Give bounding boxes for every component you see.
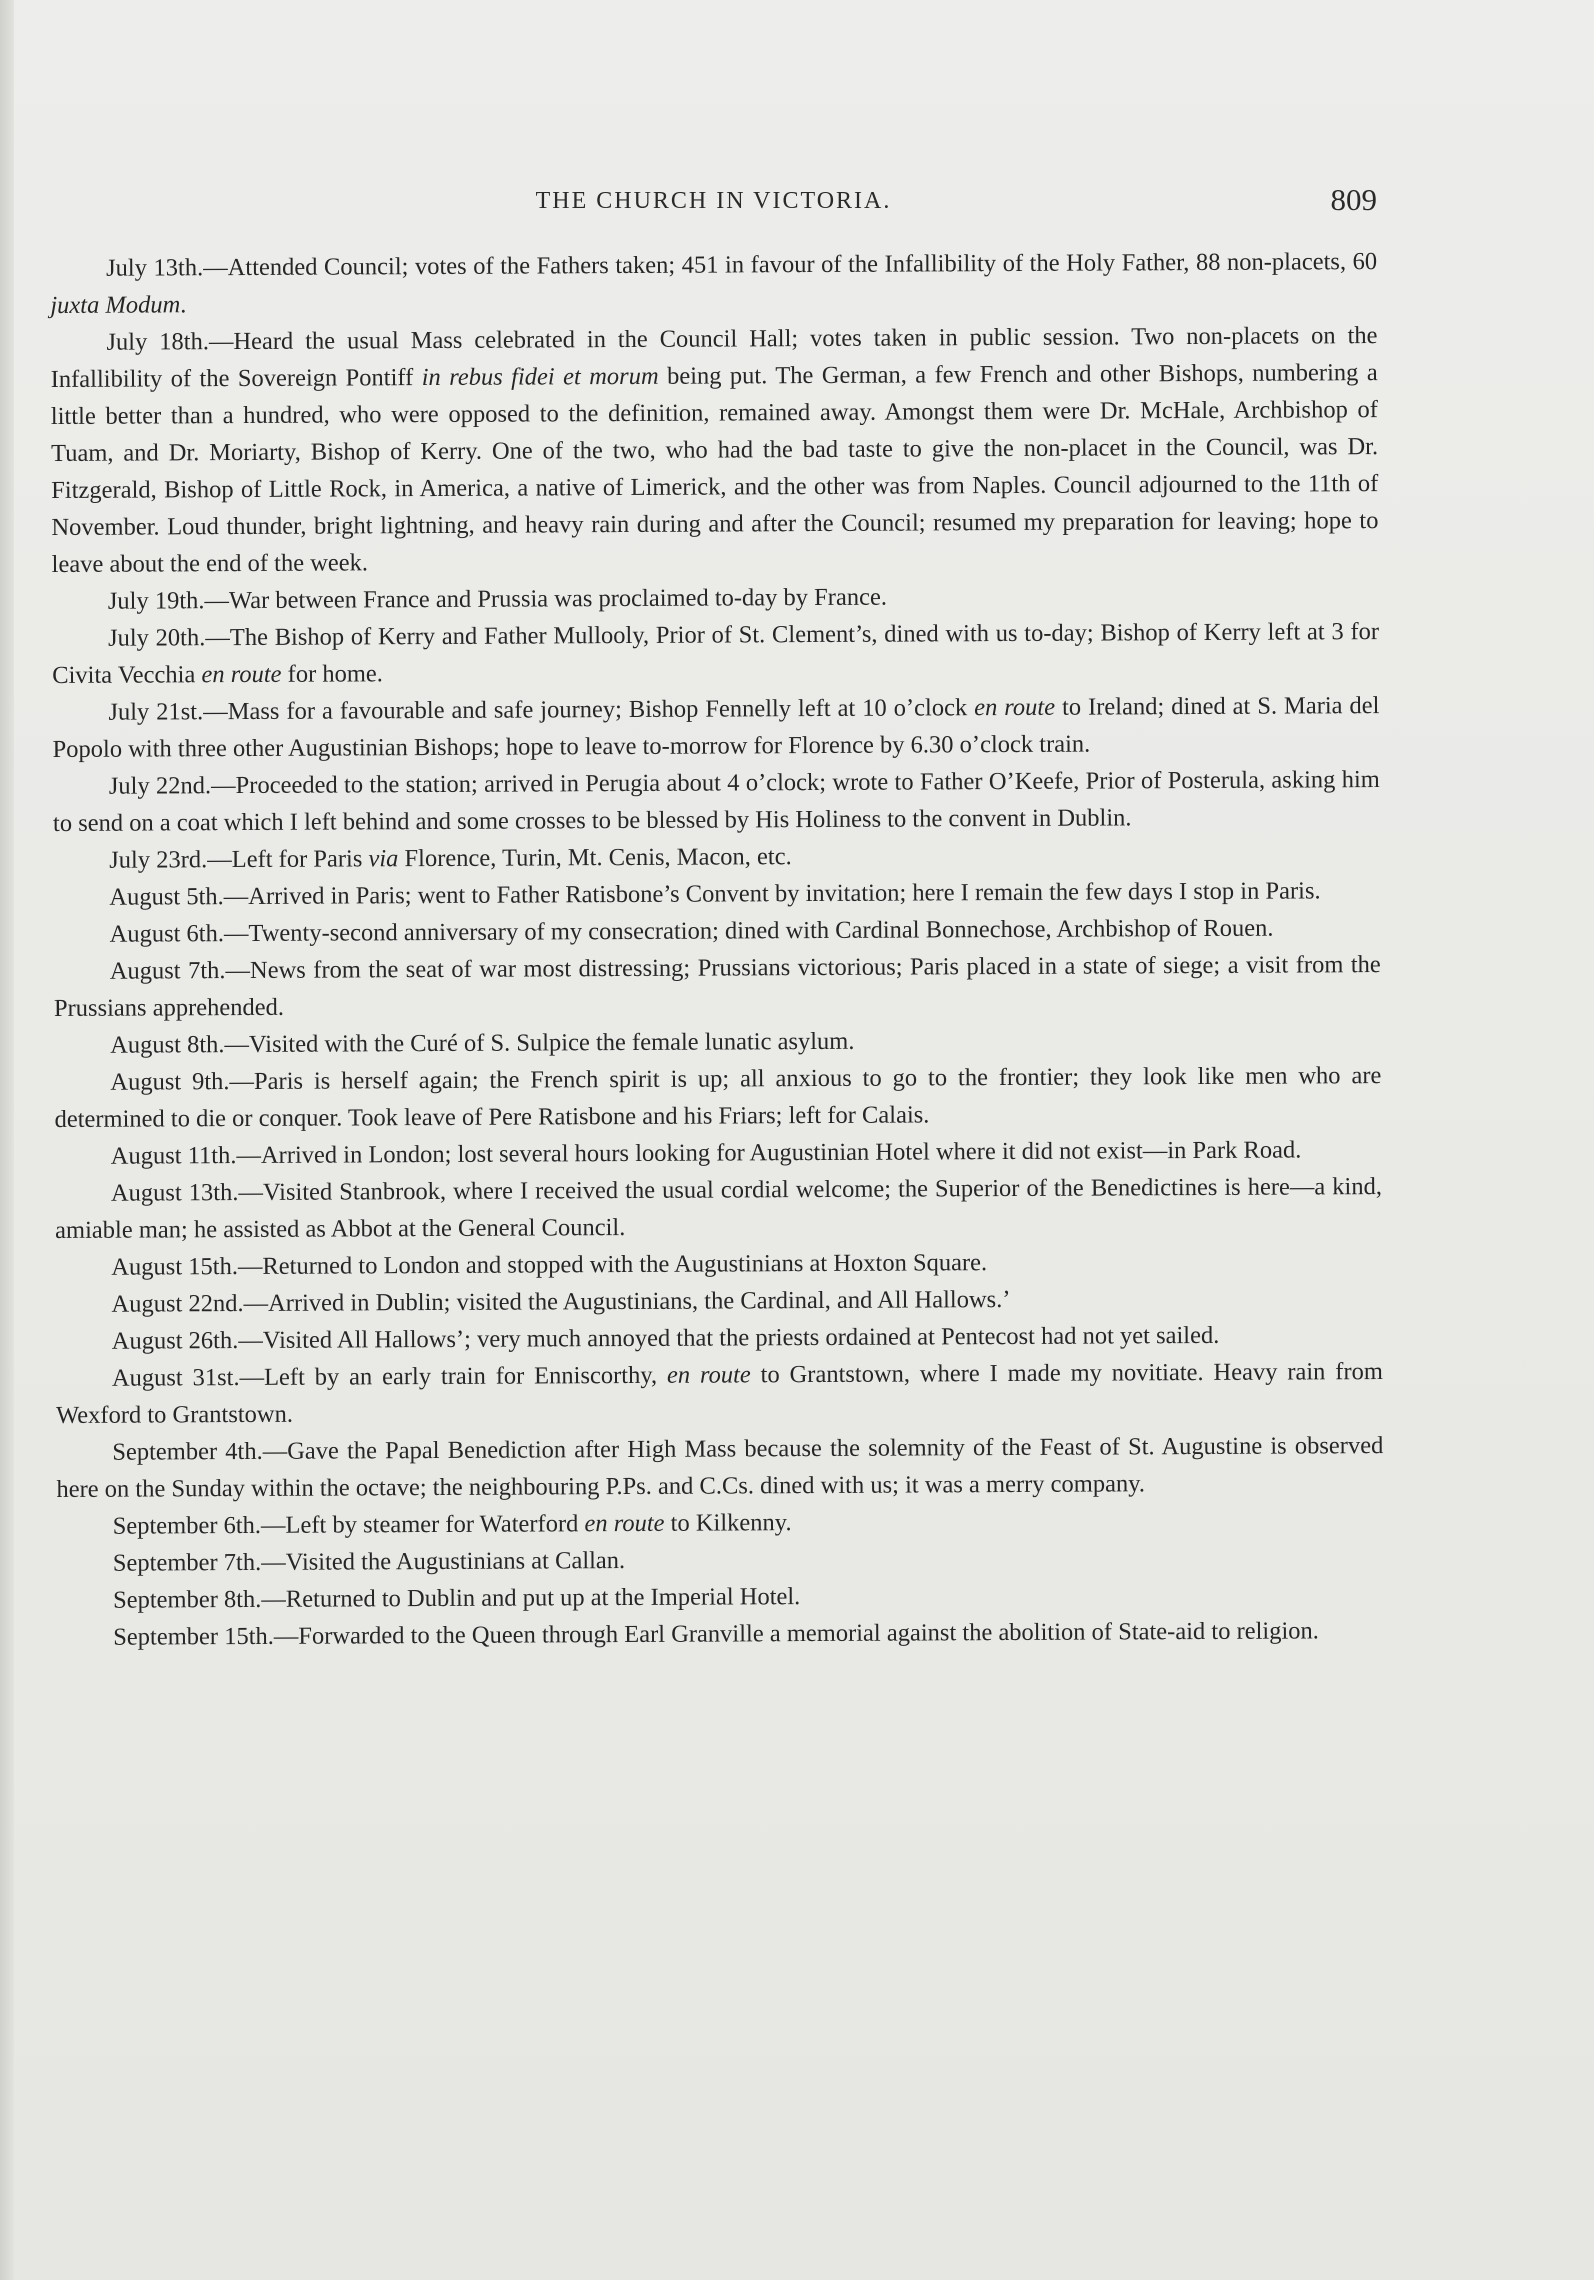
entry-text: —Visited All Hallows’; very much annoyed that the priests ordained at Pentecost had not yet sailed. <box>238 1321 1220 1355</box>
page-header <box>50 180 1377 230</box>
entry-text: Florence, Turin, Mt. Cenis, Macon, etc. <box>398 843 792 873</box>
entry-text: —Arrived in Paris; went to Father Ratisbone’s Convent by invitation; here I remain the few days I stop in Paris. <box>223 877 1321 911</box>
entry-text: —War between France and Prussia was proclaimed to-day by France. <box>204 583 887 615</box>
entry-text: to Ireland; dined at S. Maria del Popolo with three other Augustinian Bishops; hope to leave to-morrow for Florence by 6.30 o’clock train. <box>52 692 1380 763</box>
entry-date: September 8th. <box>112 1585 262 1614</box>
entry-date: July 18th. <box>106 328 209 356</box>
entry-text: —Visited the Augustinians at Callan. <box>261 1547 626 1576</box>
entry-italic-text: en route <box>974 693 1056 722</box>
diary-entry <box>56 1427 1383 1508</box>
entry-date: August 22nd. <box>111 1290 244 1318</box>
entry-text: —The Bishop of Kerry and Father Mullooly, Prior of St. Clement’s, dined with us to-day; Bishop of Kerry left at 3 for Civita Vecchia <box>52 618 1380 689</box>
diary-entry <box>53 761 1380 842</box>
entry-date: July 13th. <box>106 254 204 282</box>
entry-text: being put. The German, a few French and other Bishops, numbering a little better than a hundred, who were opposed to the definition, remained away. Amongst them were Dr. McHale, Archbishop of Tuam, and Dr. Moriarty, Bishop of Kerry. One of the two, who had the bad taste to give the non-placet in the Council, was Dr. Fitzgerald, Bishop of Little Rock, in America, a native of Limerick, and the other was from Naples. Council adjourned to the 11th of November. Loud thunder, bright lightning, and heavy rain during and after the Council; resumed my preparation for leaving; hope to leave about the end of the week. <box>50 359 1379 578</box>
entry-text: to Grantstown, where I made my novitiate. Heavy rain from Wexford to Grantstown. <box>56 1358 1383 1429</box>
entry-italic-text: via <box>368 845 399 873</box>
diary-entry <box>50 317 1378 583</box>
diary-entry <box>54 1057 1381 1138</box>
entry-date: September 7th. <box>112 1548 262 1577</box>
entry-date: August 13th. <box>110 1179 239 1207</box>
entry-date: July 21st. <box>108 698 204 726</box>
diary-entry <box>55 1168 1382 1249</box>
entry-date: August 6th. <box>109 920 224 948</box>
entry-date: August 11th. <box>110 1142 237 1170</box>
entry-text: —Mass for a favourable and safe journey; Bishop Fennelly left at 10 o’clock <box>203 694 975 726</box>
diary-entry <box>54 946 1381 1027</box>
entry-text: —Attended Council; votes of the Fathers taken; 451 in favour of the Infallibility of the Holy Father, 88 non-placets, 60 <box>203 248 1378 282</box>
entry-date: August 31st. <box>111 1364 240 1392</box>
page-binding-edge <box>0 0 14 2280</box>
entry-date: July 23rd. <box>109 846 208 874</box>
entry-date: September 4th. <box>112 1437 263 1466</box>
diary-entry <box>57 1612 1384 1656</box>
entry-text: —Arrived in Dublin; visited the Augustinians, the Cardinal, and All Hallows.’ <box>243 1285 1011 1318</box>
entry-text: —Arrived in London; lost several hours looking for Augustinian Hotel where it did not exist—in Park Road. <box>236 1136 1302 1170</box>
running-title: THE CHURCH IN VICTORIA. <box>535 188 892 214</box>
entry-italic-text: en route <box>666 1361 751 1389</box>
diary-text-body <box>50 243 1384 1656</box>
entry-text: . <box>180 291 187 319</box>
entry-text: —Gave the Papal Benediction after High Mass because the solemnity of the Feast of St. Augustine is observed here on the Sunday within the octave; the neighbouring P.Ps. and C.Cs. dined with us; it was a merry company. <box>56 1432 1384 1503</box>
entry-text: for home. <box>281 660 383 688</box>
entry-date: August 26th. <box>111 1327 239 1355</box>
entry-date: July 19th. <box>107 587 205 615</box>
entry-text: —Left by steamer for Waterford <box>260 1510 585 1539</box>
entry-text: —Paris is herself again; the French spirit is up; all anxious to go to the frontier; they look like men who are determined to die or conquer. Took leave of Pere Ratisbone and his Friars; left for Calais. <box>54 1062 1382 1133</box>
entry-italic-text: en route <box>201 660 282 689</box>
entry-text: —Left by an early train for Enniscorthy, <box>239 1361 668 1392</box>
entry-text: —Visited Stanbrook, where I received the usual cordial welcome; the Superior of the Benedictines is here—a kind, amiable man; he assisted as Abbot at the General Council. <box>55 1173 1382 1244</box>
entry-text: —Returned to Dublin and put up at the Imperial Hotel. <box>261 1583 801 1613</box>
diary-entry <box>52 687 1379 768</box>
entry-text: —Visited with the Curé of S. Sulpice the female lunatic asylum. <box>224 1027 855 1059</box>
entry-date: August 5th. <box>109 883 224 911</box>
diary-entry <box>56 1353 1383 1434</box>
entry-date: July 22nd. <box>108 772 212 800</box>
entry-text: —Twenty-second anniversary of my consecration; dined with Cardinal Bonnechose, Archbishop of Rouen. <box>223 914 1274 948</box>
entry-text: to Kilkenny. <box>664 1509 792 1537</box>
entry-text: —Forwarded to the Queen through Earl Granville a memorial against the abolition of State-aid to religion. <box>273 1617 1319 1650</box>
entry-date: September 6th. <box>112 1511 262 1540</box>
diary-entry <box>50 243 1377 324</box>
entry-text: —Heard the usual Mass celebrated in the Council Hall; votes taken in public session. Two non-placets on the Infallibility of the Sovereign Pontiff <box>50 322 1378 393</box>
entry-date: August 7th. <box>109 957 226 985</box>
entry-italic-text: in rebus fidei et morum <box>421 362 659 392</box>
entry-date: September 15th. <box>113 1622 274 1651</box>
page-number: 809 <box>1330 182 1377 217</box>
entry-date: August 9th. <box>110 1068 230 1096</box>
entry-date: July 20th. <box>107 624 206 652</box>
entry-date: August 15th. <box>111 1253 238 1281</box>
entry-text: —Returned to London and stopped with the Augustinians at Hoxton Square. <box>237 1249 988 1281</box>
entry-text: —Left for Paris <box>207 845 369 874</box>
diary-entry <box>52 613 1379 694</box>
entry-text: —Proceeded to the station; arrived in Perugia about 4 o’clock; wrote to Father O’Keefe, Prior of Posterula, asking him to send on a coat which I left behind and some crosses to be blessed by His Holiness to the convent in Dublin. <box>52 766 1380 837</box>
entry-italic-text: en route <box>584 1509 665 1538</box>
entry-date: August 8th. <box>110 1031 225 1059</box>
entry-text: —News from the seat of war most distressing; Prussians victorious; Paris placed in a state of siege; a visit from the Prussians apprehended. <box>53 951 1381 1022</box>
entry-italic-text: juxta Modum <box>50 291 181 319</box>
